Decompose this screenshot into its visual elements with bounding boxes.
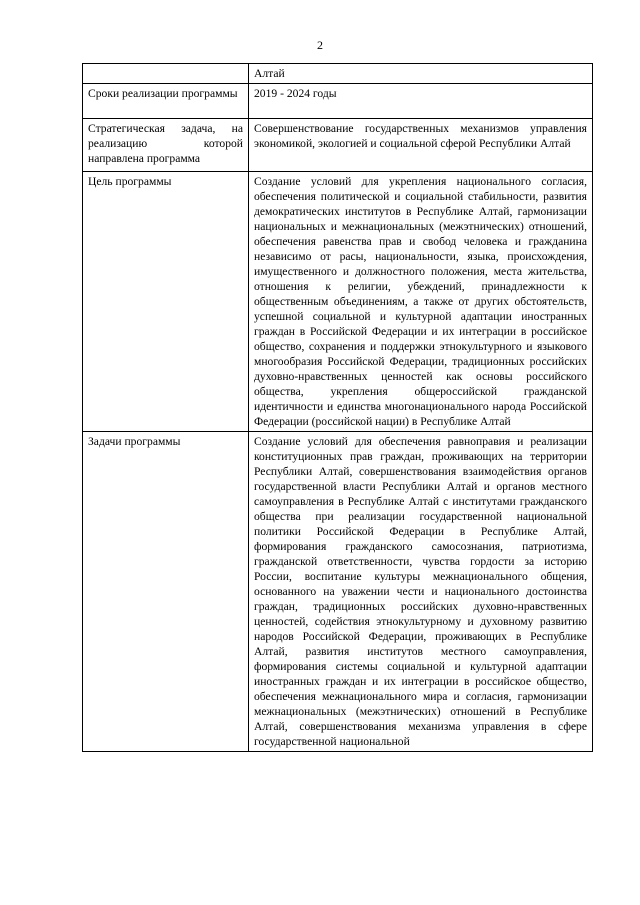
row-label: Сроки реализации программы — [83, 84, 249, 119]
table-row — [83, 432, 593, 752]
row-value: 2019 - 2024 годы — [249, 84, 593, 119]
row-label — [83, 64, 249, 84]
row-value: Алтай — [249, 64, 593, 84]
table-row — [83, 172, 593, 432]
table-row — [83, 84, 593, 119]
table-row — [83, 119, 593, 172]
program-passport-table — [82, 63, 593, 752]
row-label: Стратегическая задача, на реализацию которой направлена программа — [83, 119, 249, 172]
row-value: Совершенствование государственных механизмов управления экономикой, экологией и социальной сферой Республики Алтай — [249, 119, 593, 172]
row-value: Создание условий для обеспечения равноправия и реализации конституционных прав граждан, проживающих на территории Республики Алтай, совершенствования взаимодействия органов государственной власти Республики Алтай и органов местного самоуправления в Республике Алтай с институтами гражданского общества при реализации государственной национальной политики Российской Федерации в Республике Алтай, формирования гражданского самосознания, патриотизма, гражданской ответственности, чувства гордости за историю России, воспитание культуры межнационального общения, основанного на уважении чести и национального достоинства граждан, традиционных российских духовно-нравственных ценностей, содействия этнокультурному и духовному развитию народов Российской Федерации, проживающих в Республике Алтай, развития институтов местного самоуправления, формирования системы социальной и культурной адаптации иностранных граждан и их интеграции в российское общество, обеспечения межнационального мира и согласия, гармонизации межнациональных (межэтнических) отношений в Республике Алтай, совершенствования механизма управления в сфере государственной национальной — [249, 432, 593, 752]
row-label: Задачи программы — [83, 432, 249, 752]
table-row — [83, 64, 593, 84]
page-number: 2 — [317, 38, 323, 52]
row-label: Цель программы — [83, 172, 249, 432]
row-value: Создание условий для укрепления национального согласия, обеспечения политической и социальной стабильности, развития демократических институтов в Республике Алтай, гармонизации национальных и межнациональных (межэтнических) отношений, обеспечения равенства прав и свобод человека и гражданина независимо от расы, национальности, языка, происхождения, имущественного и должностного положения, места жительства, отношения к религии, убеждений, принадлежности к общественным объединениям, а также от других обстоятельств, успешной социальной и культурной адаптации иностранных граждан в Российской Федерации и их интеграции в российское общество, сохранения и поддержки этнокультурного и языкового многообразия Российской Федерации, традиционных российских духовно-нравственных ценностей как основы российского общества, укрепления общероссийской гражданской идентичности и единства многонационального народа Российской Федерации (российской нации) в Республике Алтай — [249, 172, 593, 432]
